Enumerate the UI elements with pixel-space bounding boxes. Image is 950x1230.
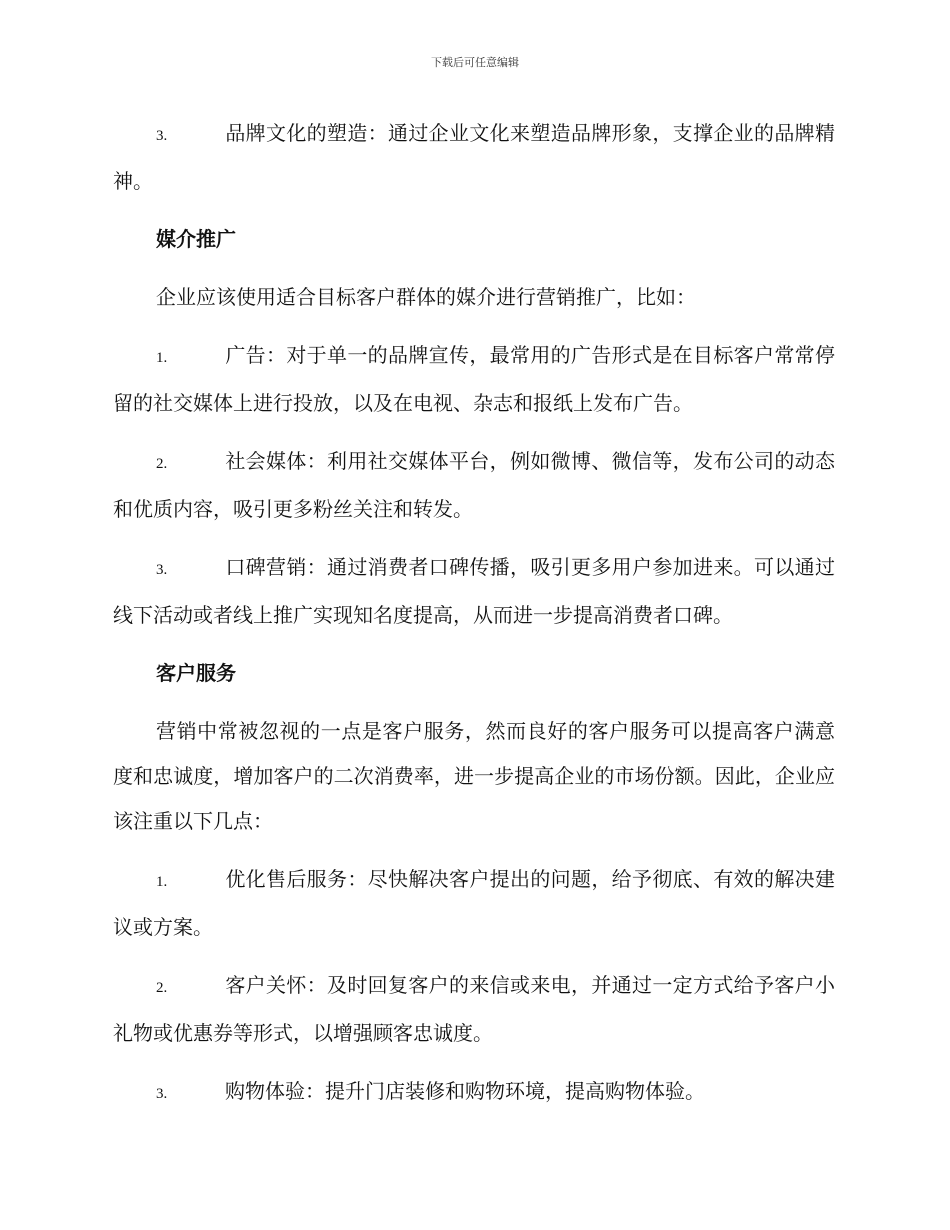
list-number: 2. xyxy=(156,980,168,996)
list-item xyxy=(113,1069,835,1117)
list-item-text: 客户关怀：及时回复客户的来信或来电，并通过一定方式给予客户小礼物或优惠券等形式，以增强顾客忠诚度。 xyxy=(113,973,835,1045)
list-number: 3. xyxy=(156,562,168,578)
list-item-text: 社会媒体：利用社交媒体平台，例如微博、微信等，发布公司的动态和优质内容，吸引更多粉丝关注和转发。 xyxy=(113,449,835,521)
list-item xyxy=(113,111,835,204)
document-body xyxy=(113,111,835,1130)
section-intro: 营销中常被忽视的一点是客户服务，然而良好的客户服务可以提高客户满意度和忠诚度，增加客户的二次消费率，进一步提高企业的市场份额。因此，企业应该注重以下几点： xyxy=(113,719,835,833)
page-header: 下载后可任意编辑 xyxy=(431,56,519,69)
list-item xyxy=(113,857,835,950)
section-heading-media: 媒介推广 xyxy=(156,227,236,251)
list-item xyxy=(113,545,835,638)
list-item-text: 口碑营销：通过消费者口碑传播，吸引更多用户参加进来。可以通过线下活动或者线上推广实现知名度提高，从而进一步提高消费者口碑。 xyxy=(113,555,835,627)
list-item xyxy=(113,439,835,532)
list-number: 3. xyxy=(156,1086,168,1102)
list-item xyxy=(113,333,835,426)
section-intro: 企业应该使用适合目标客户群体的媒介进行营销推广，比如： xyxy=(156,285,696,309)
list-item-text: 购物体验：提升门店装修和购物环境，提高购物体验。 xyxy=(225,1079,705,1103)
list-number: 2. xyxy=(156,456,168,472)
list-number: 1. xyxy=(156,874,168,890)
list-item-text: 广告：对于单一的品牌宣传，最常用的广告形式是在目标客户常常停留的社交媒体上进行投放，以及在电视、杂志和报纸上发布广告。 xyxy=(113,343,835,415)
list-item xyxy=(113,963,835,1056)
list-item-text: 优化售后服务：尽快解决客户提出的问题，给予彻底、有效的解决建议或方案。 xyxy=(113,867,835,939)
list-item-text: 品牌文化的塑造：通过企业文化来塑造品牌形象，支撑企业的品牌精神。 xyxy=(113,121,835,193)
section-heading-service: 客户服务 xyxy=(156,661,236,685)
list-number: 3. xyxy=(156,128,168,144)
list-number: 1. xyxy=(156,350,168,366)
